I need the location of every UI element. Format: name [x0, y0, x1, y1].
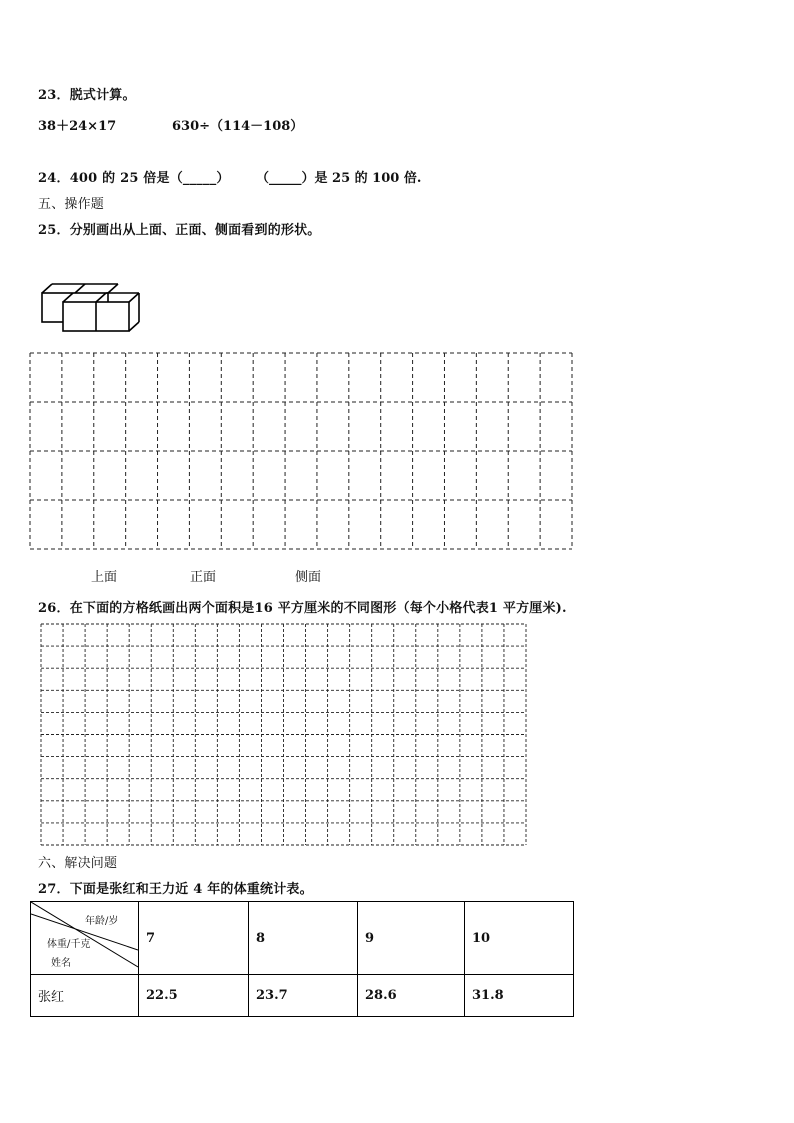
square-grid-paper[interactable] [41, 624, 526, 845]
weight-cell: 23.7 [249, 975, 358, 1017]
q27-title: 27．下面是张红和王力近 4 年的体重统计表。 [38, 882, 313, 897]
view-drawing-grid[interactable] [30, 353, 572, 549]
cube-figure [42, 284, 139, 331]
q23-expression-2: 630÷（114－108） [172, 119, 304, 134]
age-cell: 9 [358, 902, 465, 975]
weight-cell: 22.5 [139, 975, 249, 1017]
q25-title: 25．分别画出从上面、正面、侧面看到的形状。 [38, 223, 321, 238]
diagonal-header-cell [31, 902, 139, 975]
label-top-view: 上面 [91, 570, 118, 585]
section-5-heading: 五、操作题 [38, 197, 105, 212]
q24-part-1: 24．400 的 25 倍是（_____） [38, 171, 230, 186]
age-cell: 10 [465, 902, 574, 975]
q23-title: 23．脱式计算。 [38, 88, 136, 103]
header-age-label: 年龄/岁 [85, 916, 119, 927]
q24-part-2: （_____）是 25 的 100 倍. [256, 171, 422, 186]
label-front-view: 正面 [190, 570, 217, 585]
age-cell: 7 [139, 902, 249, 975]
q23-expression-1: 38＋24×17 [38, 119, 117, 134]
age-cell: 8 [249, 902, 358, 975]
header-name-label: 姓名 [51, 958, 71, 969]
section-6-heading: 六、解决问题 [38, 856, 118, 871]
table-row [31, 975, 574, 1017]
name-cell: 张红 [31, 975, 139, 1017]
q26-title: 26．在下面的方格纸画出两个面积是16 平方厘米的不同图形（每个小格代表1 平方厘米). [38, 601, 567, 616]
weight-cell: 31.8 [465, 975, 574, 1017]
label-side-view: 侧面 [295, 570, 322, 585]
header-weight-label: 体重/千克 [47, 939, 91, 950]
table-header-row [31, 902, 574, 975]
weight-stats-table [30, 901, 574, 1017]
weight-cell: 28.6 [358, 975, 465, 1017]
